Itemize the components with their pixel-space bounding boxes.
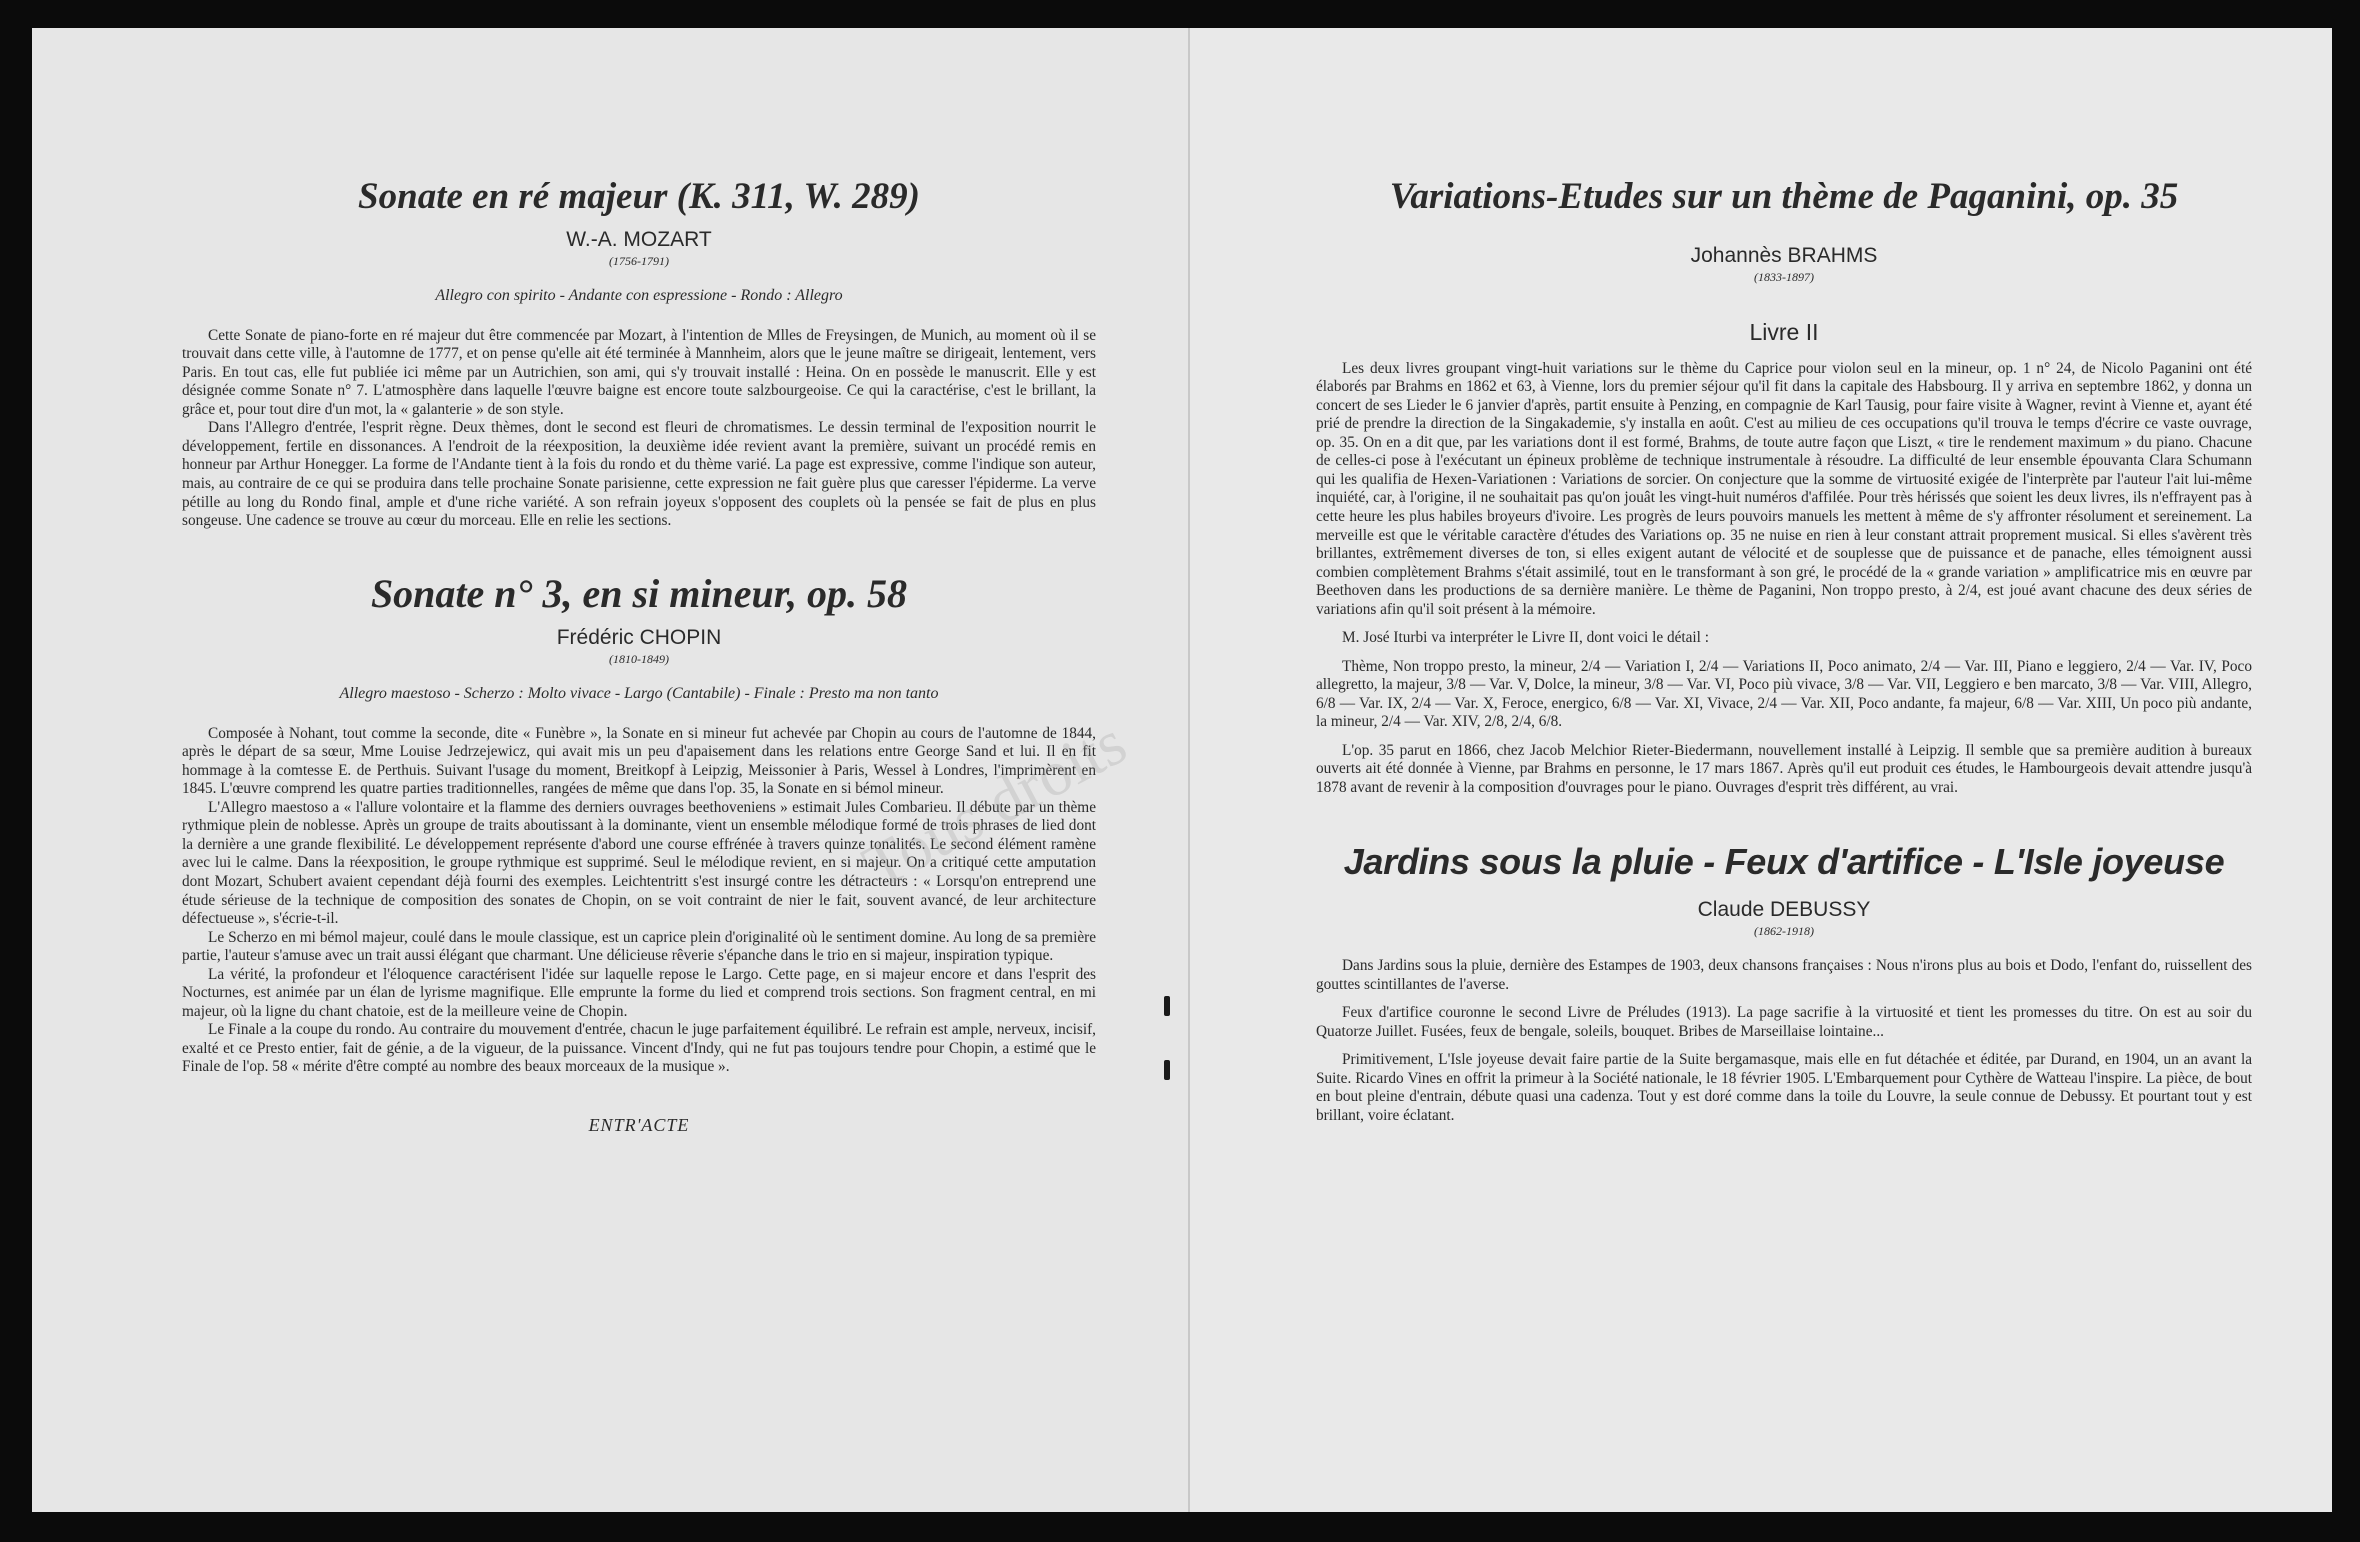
brahms-variations-list: Thème, Non troppo presto, la mineur, 2/4 — Variation I, 2/4 — Variations II, Poco animato, 2/4 — Var. III, Piano e leggiero, 2/4 — Var. IV, Poco allegretto, la majeur, 3/8 — Var. V, Dolce, la mineur, 3/8 — Var. VI, Poco più vivace, 3/8 — Var. VII, Leggiero e ben marcato, 3/8 — Var. VIII, Allegro, 6/8 — Var. IX, 2/4 — Var. X, Feroce, energico, 6/8 — Var. XI, Vivace, 2/4 — Var. XII, Poco andante, fa majeur, 6/8 — Var. XIII, Un poco più andante, la mineur, 2/4 — Var. XIV, 2/8, 2/4, 6/8. — [1316, 657, 2252, 731]
right-page — [1190, 28, 2332, 1512]
chopin-movements: Allegro maestoso - Scherzo : Molto vivace - Largo (Cantabile) - Finale : Presto ma non tanto — [339, 684, 939, 702]
brahms-paragraph: L'op. 35 parut en 1866, chez Jacob Melchior Rieter-Biedermann, nouvellement installé à Leipzig. Il semble que sa première audition à bureaux ouverts ait été donnée à Vienne, par Brahms en personne, le 17 mars 1867. Après qu'il eut produit ces études, le Hambourgeois devait attendre jusqu'à 1878 avant de revenir à la composition d'ouvrages pour le piano. Ouvrages d'esprit très différent, au vrai. — [1316, 741, 2252, 796]
mozart-title-bold: Sonate — [358, 176, 463, 217]
brahms-composer: Johannès BRAHMS — [1690, 243, 1878, 267]
chopin-paragraph: Composée à Nohant, tout comme la seconde, dite « Funèbre », la Sonate en si mineur fut achevée par Chopin au cours de l'automne de 1844, après le départ de sa sœur, Mme Louise Jedrzejewicz, qui avait mis un peu d'apaisement dans les relations entre George Sand et lui. Il en fit hommage à la comtesse E. de Perthuis. Suivant l'usage du moment, Breitkopf à Leipzig, Meissonier à Paris, Wessel à Londres, l'imprimèrent en 1845. L'œuvre comprend les quatre parties traditionnelles, rangées de même que dans l'op. 35, la Sonate en si bémol mineur. — [182, 724, 1096, 798]
chopin-paragraph: Le Finale a la coupe du rondo. Au contraire du mouvement d'entrée, chacun le juge parfaitement équilibré. Le refrain est ample, nerveux, incisif, exalté et ce Presto entier, fait de génie, a de la vigueur, de la puissance. Vincent d'Indy, qui ne fut pas toujours tendre pour Chopin, a estimé que le Finale de l'op. 58 « mérite d'être compté au nombre des beaux morceaux de la musique ». — [182, 1021, 1096, 1076]
mozart-title-rest: en ré majeur (K. 311, W. 289) — [462, 176, 920, 217]
chopin-composer: Frédéric CHOPIN — [556, 625, 722, 649]
left-page — [32, 28, 1190, 1512]
staple-mark — [1164, 996, 1170, 1016]
mozart-movements: Allegro con spirito - Andante con espressione - Rondo : Allegro — [435, 286, 843, 304]
chopin-paragraph: La vérité, la profondeur et l'éloquence caractérisent l'idée sur laquelle repose le Largo. Cette page, en si majeur encore et dans l'esprit des Nocturnes, est animée par un élan de lyrisme magnifique. Elle emprunte la forme du lied et comprend trois sections. Son fragment central, en mi majeur, où la ligne du chant chatoie, est de la meilleure veine de Chopin. — [182, 965, 1096, 1020]
mozart-dates: (1756-1791) — [609, 253, 669, 268]
mozart-paragraph: Dans l'Allegro d'entrée, l'esprit règne. Deux thèmes, dont le second est fleuri de chromatismes. Le dessin terminal de l'exposition nourrit le développement, fertile en dissonances. A l'endroit de la réexposition, la deuxième idée revient avant la première, suivant un procédé remis en honneur par Arthur Honegger. La forme de l'Andante tient à la fois du rondo et du thème varié. La page est expressive, comme l'indique son auteur, mais, au contraire de ce qui se produira dans telle prochaine Sonate parisienne, cette expression ne fait guère plus que caresser l'épiderme. La verve pétille au long du Rondo final, ample et d'une riche variété. A son refrain joyeux s'opposent des couplets où la pensée se fait de plus en plus songeuse. Une cadence se trouve au cœur du morceau. Elle en relie les sections. — [182, 419, 1096, 530]
brahms-title-rest: sur un thème de Paganini, op. 35 — [1663, 176, 2179, 217]
chopin-title-rest: en si mineur, op. 58 — [572, 570, 908, 616]
mozart-composer: W.-A. MOZART — [566, 227, 712, 251]
brahms-dates: (1833-1897) — [1754, 269, 1814, 284]
chopin-title-bold: Sonate n° 3, — [370, 570, 573, 616]
debussy-dates: (1862-1918) — [1754, 924, 1814, 938]
chopin-paragraph: L'Allegro maestoso a « l'allure volontaire et la flamme des derniers ouvrages beethoveniens » estimait Jules Combarieu. Il débute par un thème rythmique plein de noblesse. Après un groupe de traits aboutissant à la dominante, vient un ensemble mélodique formé de trois phrases de lied dont la dernière a une grande flexibilité. Le développement représente d'abord une course effrénée à travers quinze tonalités. Le second élément ramène avec lui le calme. Dans la réexposition, le groupe rythmique est supprimé. Seul le mélodique revient, en si majeur. On a critiqué cette amputation dont Mozart, Schubert avaient cependant déjà fourni des exemples. Leichtentritt s'est insurgé contre les détracteurs : « Lorsqu'on entreprend une étude sérieuse de la technique de composition des sonates de Chopin, on se voit contraint de nier le fait, souvent avancé, de leur architecture défectueuse », s'écrie-t-il. — [182, 798, 1096, 928]
brahms-livre: Livre II — [1749, 318, 1819, 345]
staple-mark — [1164, 1060, 1170, 1080]
entracte-label: ENTR'ACTE — [588, 1114, 690, 1135]
chopin-title — [182, 571, 1096, 617]
debussy-paragraph: Primitivement, L'Isle joyeuse devait faire partie de la Suite bergamasque, mais elle en fut détachée et éditée, par Durand, en 1904, un an avant la Suite. Ricardo Vines en offrit la primeur à la Société nationale, le 18 février 1905. L'Embarquement pour Cythère de Watteau l'inspire. La pièce, de bout en bout pleine d'entrain, débute quasi una cadenza. Tout y est doré comme dans la toile du Louvre, la seule connue de Debussy. Et pourtant tout y est brillant, voire éclatant. — [1316, 1051, 2252, 1124]
debussy-composer: Claude DEBUSSY — [1697, 897, 1871, 921]
brahms-title-bold: Variations-Etudes — [1389, 176, 1664, 217]
debussy-paragraph: Dans Jardins sous la pluie, dernière des Estampes de 1903, deux chansons françaises : Nous n'irons plus au bois et Dodo, l'enfant do, ruissellent des gouttes scintillantes de l'averse. — [1316, 957, 2252, 993]
brahms-paragraph: M. José Iturbi va interpréter le Livre II, dont voici le détail : — [1342, 629, 1710, 647]
mozart-paragraph: Cette Sonate de piano-forte en ré majeur dut être commencée par Mozart, à l'intention de Mlles de Freysingen, de Munich, au moment où il se trouvait dans cette ville, à l'automne de 1777, et on pense qu'elle ait été terminée à Mannheim, alors que le jeune maître se dirigeait, lentement, vers Paris. En tout cas, elle fut publiée ici même par un Autrichien, son ami, qui s'y trouvait installé : Heina. On en possède le manuscrit. Elle y est désignée comme Sonate n° 7. L'atmosphère dans laquelle l'œuvre baigne est encore toute salzbourgeoise. Ce qui la caractérise, c'est le brillant, la grâce et, pour tout dire d'un mot, la « galanterie » de son style. — [182, 326, 1096, 418]
watermark: Tous droits — [851, 706, 1138, 903]
brahms-paragraph: Les deux livres groupant vingt-huit variations sur le thème du Caprice pour violon seul en la mineur, op. 1 n° 24, de Nicolo Paganini ont été élaborés par Brahms en 1862 et 63, à Vienne, lors du premier séjour qu'il fit dans la capitale des Habsbourg. Il y arriva en septembre 1862, y donna un concert de ses Lieder le 6 janvier d'après, partit ensuite à Penzing, en compagnie de Karl Tausig, pour faire visite à Wagner, revint à Vienne et, ayant été prié de prendre la direction de la Singakademie, s'y installa en août. C'est au milieu de ces occupations qu'il trouva le temps d'écrire ce vaste ouvrage, op. 35. On en a dit que, par les variations dont il est formé, Brahms, de toute autre façon que Liszt, « tire le rendement maximum » du piano. Chacune de celles-ci pose à l'exécutant un épineux problème de technique instrumentale à résoudre. La difficulté de leur ensemble épouvanta Clara Schumann qui les qualifia de Hexen-Variationen : Variations de sorcier. On conjecture que la somme de virtuosité exigée de l'interprète par l'auteur l'ait lui-même inquiété, car, à l'origine, il ne souhaitait pas qu'on jouât les vingt-huit numéros d'affilée. Pour très hérissés que soient les deux livres, ils n'effrayent pas à cette heure les plus habiles broyeurs d'ivoire. Les progrès de leurs pouvoirs manuels les mettent à même de s'y affronter résolument et sereinement. La merveille est que le véritable caractère d'études des Variations op. 35 ne nuise en rien à leur constant attrait proprement musical. Si elles s'avèrent très brillantes, extrêmement diverses de ton, si elles exigent autant de vélocité et de souplesse que de puissance et de panache, elles témoignent aussi combien complètement Brahms s'était assimilé, tout en le transformant à son gré, le procédé de la « grande variation » amplificatrice mis en œuvre par Beethoven dans les productions de sa dernière manière. Le thème de Paganini, Non troppo presto, à 2/4, est joué avant chacune des deux séries de variations afin qu'il soit présent à la mémoire. — [1316, 359, 2252, 618]
chopin-paragraph: Le Scherzo en mi bémol majeur, coulé dans le moule classique, est un caprice plein d'originalité où le sentiment domine. Au long de sa première partie, l'auteur s'amuse avec un trait aussi élégant que charmant. Une délicieuse rêverie s'épanche dans le trio en si majeur, inspiration typique. — [182, 928, 1096, 965]
booklet-spread — [32, 28, 2332, 1512]
debussy-title: Jardins sous la pluie - Feux d'artifice - L'Isle joyeuse — [1343, 841, 2225, 883]
brahms-title — [1316, 176, 2252, 219]
debussy-paragraph: Feux d'artifice couronne le second Livre de Préludes (1913). La page sacrifie à la virtuosité et tient les promesses du titre. On est au soir du Quatorze Juillet. Fusées, feux de bengale, soleils, bouquet. Bribes de Marseillaise lointaine... — [1316, 1004, 2252, 1040]
mozart-title — [182, 176, 1096, 219]
chopin-dates: (1810-1849) — [609, 651, 669, 666]
